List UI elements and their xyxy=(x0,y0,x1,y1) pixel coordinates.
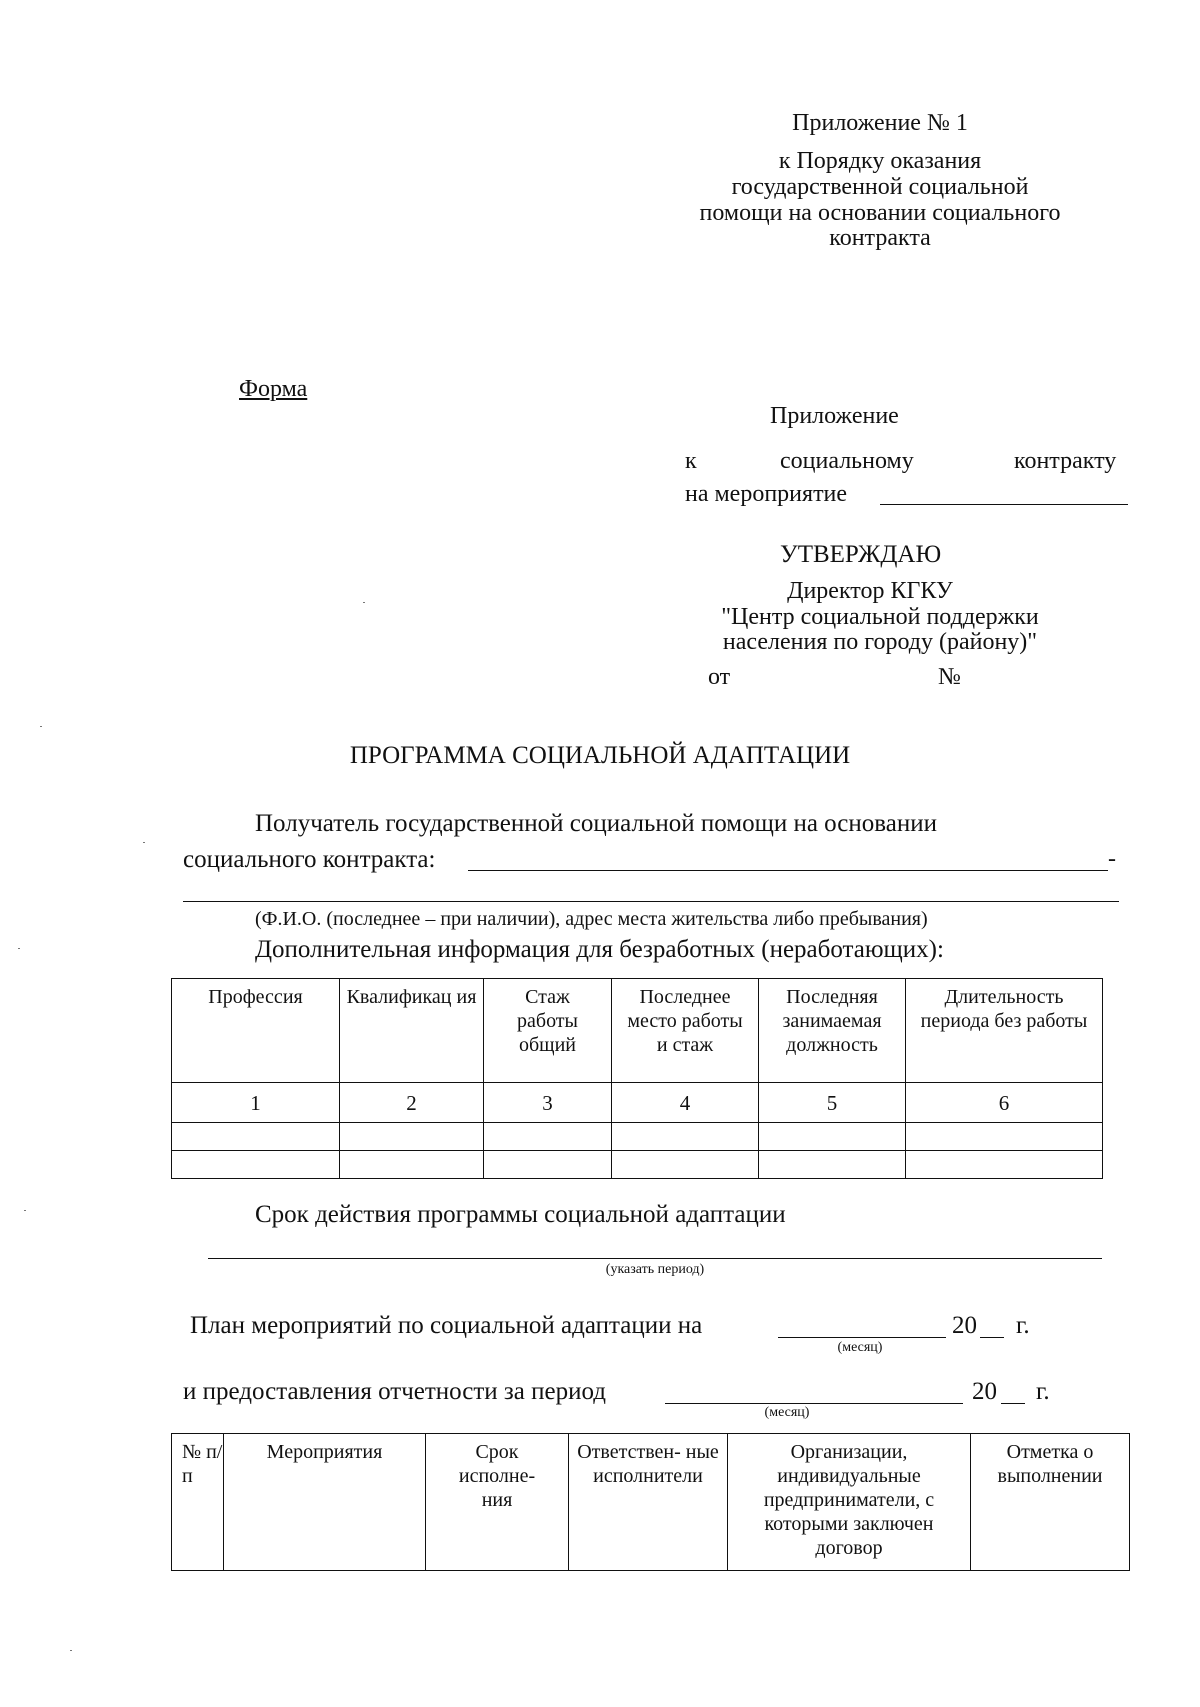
table2-header-responsible: Ответствен- ные исполнители xyxy=(569,1434,728,1571)
approval-line-1: Директор КГКУ xyxy=(787,578,953,604)
appendix-line-5: контракта xyxy=(829,225,931,251)
table1-empty-cell[interactable] xyxy=(340,1123,484,1151)
table1-empty-cell[interactable] xyxy=(759,1123,906,1151)
table1-empty-cell[interactable] xyxy=(484,1123,612,1151)
approval-title: УТВЕРЖДАЮ xyxy=(780,541,942,568)
table2-header-number: № п/ п xyxy=(172,1434,224,1571)
table1-empty-cell[interactable] xyxy=(340,1151,484,1179)
approval-line-3: населения по городу (району)" xyxy=(722,629,1038,655)
recipient-line-2: социального контракта: xyxy=(183,846,436,873)
report-year-line xyxy=(1001,1403,1025,1404)
unemployed-info-table xyxy=(171,978,1103,1179)
table1-empty-cell[interactable] xyxy=(906,1151,1103,1179)
table1-col-number: 3 xyxy=(484,1083,612,1123)
report-year-prefix: 20 xyxy=(972,1378,997,1405)
recipient-caption: (Ф.И.О. (последнее – при наличии), адрес места жительства либо пребывания) xyxy=(255,908,928,930)
scan-speck xyxy=(40,726,42,727)
table2-header-activities: Мероприятия xyxy=(224,1434,426,1571)
term-label: Срок действия программы социальной адаптации xyxy=(255,1201,786,1228)
report-month-line xyxy=(665,1403,963,1404)
report-year-suffix: г. xyxy=(1036,1378,1050,1405)
table1-empty-cell[interactable] xyxy=(612,1151,759,1179)
contract-appendix-word-social: социальному xyxy=(780,448,914,474)
table1-empty-row xyxy=(172,1123,1103,1151)
form-label: Форма xyxy=(239,376,308,402)
appendix-line-2: к Порядку оказания xyxy=(778,148,982,174)
table1-col-number: 2 xyxy=(340,1083,484,1123)
recipient-line-1: Получатель государственной социальной помощи на основании xyxy=(255,810,937,837)
report-month-caption: (месяц) xyxy=(764,1405,810,1420)
contract-appendix-word-contract: контракту xyxy=(1014,448,1117,474)
appendix-line-3: государственной социальной xyxy=(731,174,1029,200)
approval-number-label: № xyxy=(938,664,961,690)
term-caption: (указать период) xyxy=(605,1262,705,1277)
approval-from-label: от xyxy=(708,664,731,690)
scan-speck xyxy=(363,602,365,603)
scan-speck xyxy=(143,842,145,843)
table1-col-number: 6 xyxy=(906,1083,1103,1123)
table1-header-last-position: Последняя занимаемая должность xyxy=(759,979,906,1083)
approval-line-2: "Центр социальной поддержки xyxy=(721,604,1039,630)
scan-speck xyxy=(70,1650,72,1651)
table2-header-organizations: Организации, индивидуальные предприниматели, с которыми заключен договор xyxy=(728,1434,971,1571)
contract-appendix-title: Приложение xyxy=(770,403,899,429)
appendix-line-4: помощи на основании социального xyxy=(699,200,1061,226)
event-label: на мероприятие xyxy=(685,481,848,507)
plan-year-suffix: г. xyxy=(1016,1312,1030,1339)
scan-speck xyxy=(24,1210,26,1211)
table1-empty-cell[interactable] xyxy=(612,1123,759,1151)
extra-info-label: Дополнительная информация для безработных (неработающих): xyxy=(255,936,944,963)
appendix-number: Приложение № 1 xyxy=(792,110,968,136)
activities-plan-table xyxy=(171,1433,1130,1571)
table1-header-qualification: Квалификац ия xyxy=(340,979,484,1083)
plan-label: План мероприятий по социальной адаптации на xyxy=(190,1312,703,1339)
recipient-second-line xyxy=(183,901,1119,902)
plan-month-caption: (месяц) xyxy=(837,1340,883,1355)
table1-empty-cell[interactable] xyxy=(172,1151,340,1179)
table1-empty-cell[interactable] xyxy=(172,1123,340,1151)
table1-header-experience: Стаж работы общий xyxy=(484,979,612,1083)
table1-col-number: 5 xyxy=(759,1083,906,1123)
event-blank-line xyxy=(880,504,1128,505)
contract-appendix-word-k: к xyxy=(685,448,697,474)
scan-speck xyxy=(18,948,20,949)
table2-header-completion-mark: Отметка о выполнении xyxy=(971,1434,1130,1571)
table1-header-last-workplace: Последнее место работы и стаж xyxy=(612,979,759,1083)
report-label: и предоставления отчетности за период xyxy=(183,1378,607,1405)
table1-col-number: 1 xyxy=(172,1083,340,1123)
table1-empty-cell[interactable] xyxy=(906,1123,1103,1151)
plan-year-line xyxy=(980,1337,1004,1338)
recipient-blank-line xyxy=(468,870,1108,871)
table1-header-profession: Профессия xyxy=(172,979,340,1083)
table1-empty-cell[interactable] xyxy=(484,1151,612,1179)
table1-empty-row xyxy=(172,1151,1103,1179)
table1-empty-cell[interactable] xyxy=(759,1151,906,1179)
table1-header-unemployment-period: Длительность периода без работы xyxy=(906,979,1103,1083)
table2-header-deadline: Срок исполне- ния xyxy=(426,1434,569,1571)
plan-month-line xyxy=(778,1337,946,1338)
term-blank-line xyxy=(208,1258,1102,1259)
table1-col-number: 4 xyxy=(612,1083,759,1123)
document-title: ПРОГРАММА СОЦИАЛЬНОЙ АДАПТАЦИИ xyxy=(349,742,851,769)
plan-year-prefix: 20 xyxy=(952,1312,977,1339)
recipient-dash: - xyxy=(1108,846,1116,872)
